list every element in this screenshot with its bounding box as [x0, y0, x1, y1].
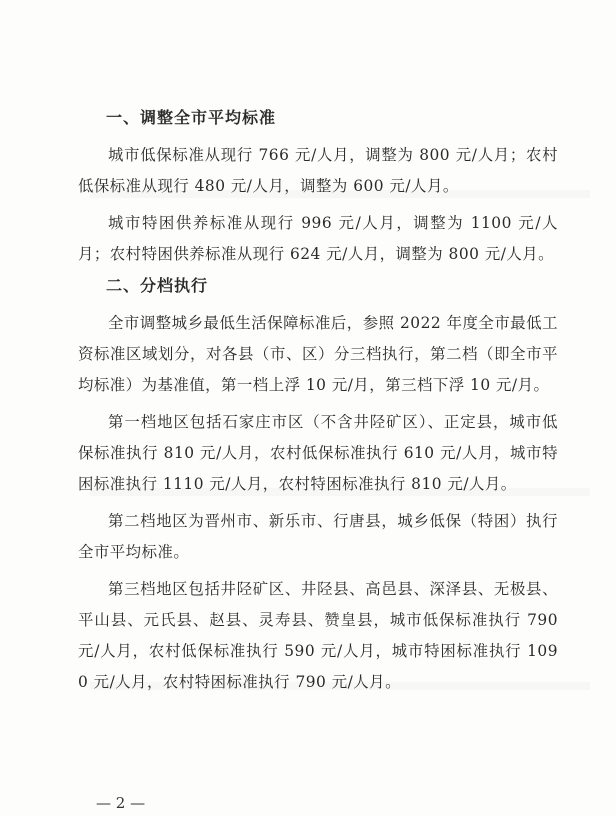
- paragraph: 第三档地区包括井陉矿区、井陉县、高邑县、深泽县、无极县、平山县、元氏县、赵县、灵寿县、赞皇县，城市低保标准执行 790 元/人月，农村低保标准执行 590 元/人月，城市特困标准执行 1090 元/人月，农村特困标准执行 790 元/人月。: [78, 580, 558, 691]
- section-heading: 二、分档执行: [106, 276, 209, 295]
- section-heading: 一、调整全市平均标准: [106, 108, 277, 127]
- document-body: [78, 108, 558, 704]
- paragraph: 第二档地区为晋州市、新乐市、行唐县，城乡低保（特困）执行全市平均标准。: [78, 512, 558, 561]
- paragraph: 城市特困供养标准从现行 996 元/人月，调整为 1100 元/人月；农村特困供养标准从现行 624 元/人月，调整为 800 元/人月。: [78, 214, 558, 263]
- page-number: — 2 —: [96, 794, 146, 812]
- paragraph: 全市调整城乡最低生活保障标准后，参照 2022 年度全市最低工资标准区域划分，对各县（市、区）分三档执行，第二档（即全市平均标准）为基准值，第一档上浮 10 元/月，第三档下浮 10 元/月。: [78, 314, 558, 394]
- paragraph: 第一档地区包括石家庄市区（不含井陉矿区）、正定县，城市低保标准执行 810 元/人月，农村低保标准执行 610 元/人月，城市特困标准执行 1110 元/人月，农村特困标准执行 810 元/人月。: [78, 413, 558, 493]
- paragraph: 城市低保标准从现行 766 元/人月，调整为 800 元/人月；农村低保标准从现行 480 元/人月，调整为 600 元/人月。: [78, 146, 558, 195]
